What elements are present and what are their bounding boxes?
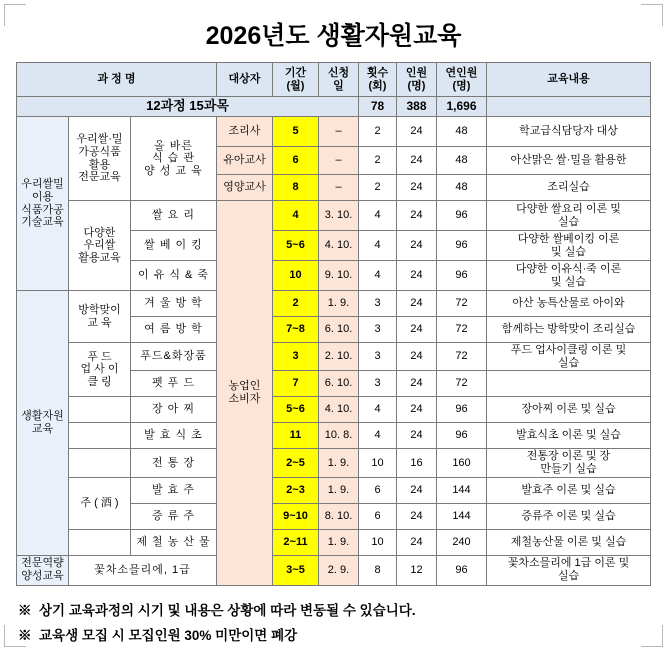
row-total-people: 96: [437, 261, 487, 291]
row-times: 4: [359, 423, 397, 449]
row-course: 펫 푸 드: [130, 371, 216, 397]
row-content: 제철농산물 이론 및 실습: [487, 529, 651, 555]
row-course: 증 류 주: [130, 503, 216, 529]
corner-mark-top-right: [641, 4, 663, 26]
summary-capacity: 388: [397, 97, 437, 117]
row-apply-day: –: [319, 147, 359, 175]
header-capacity: 인원 (명): [397, 63, 437, 97]
row-content: 함께하는 방학맞이 조리실습: [487, 317, 651, 343]
row-times: 2: [359, 147, 397, 175]
row-capacity: 24: [397, 175, 437, 201]
row-times: 6: [359, 503, 397, 529]
row-total-people: 96: [437, 555, 487, 585]
row-total-people: 160: [437, 449, 487, 477]
row-period: 2~5: [273, 449, 319, 477]
header-apply-day: 신청 일: [319, 63, 359, 97]
page-title: 2026년도 생활자원교육: [205, 22, 462, 50]
row-content: 아산맑은 쌀·밀을 활용한: [487, 147, 651, 175]
corner-mark-bottom-right: [641, 625, 663, 647]
row-course: 이 유 식 & 죽: [130, 261, 216, 291]
corner-mark-bottom-left: [4, 625, 26, 647]
row-times: 2: [359, 117, 397, 147]
row-apply-day: 9. 10.: [319, 261, 359, 291]
row-apply-day: 3. 10.: [319, 201, 359, 231]
row-content: 꽃차소믈리에 1급 이론 및 실습: [487, 555, 651, 585]
row-apply-day: 4. 10.: [319, 231, 359, 261]
row-capacity: 24: [397, 343, 437, 371]
row-subcategory: 다양한 우리쌀 활용교육: [68, 201, 130, 291]
row-times: 2: [359, 175, 397, 201]
row-period: 6: [273, 147, 319, 175]
row-total-people: 240: [437, 529, 487, 555]
table-row: [16, 291, 650, 317]
row-period: 8: [273, 175, 319, 201]
row-total-people: 72: [437, 317, 487, 343]
row-capacity: 12: [397, 555, 437, 585]
row-capacity: 24: [397, 317, 437, 343]
row-content: 다양한 쌀요리 이론 및 실습: [487, 201, 651, 231]
row-capacity: 24: [397, 477, 437, 503]
table-body: [16, 97, 650, 586]
row-period: 3: [273, 343, 319, 371]
row-capacity: 24: [397, 117, 437, 147]
summary-label: 12과정 15과목: [16, 97, 358, 117]
row-times: 4: [359, 397, 397, 423]
row-capacity: 24: [397, 261, 437, 291]
summary-row: [16, 97, 650, 117]
row-period: 7~8: [273, 317, 319, 343]
row-category: 우리쌀밀 이용 식품가공 기술교육: [16, 117, 68, 291]
row-course: 전 통 장: [130, 449, 216, 477]
row-content: 발효주 이론 및 실습: [487, 477, 651, 503]
row-content: 학교급식담당자 대상: [487, 117, 651, 147]
row-times: 4: [359, 201, 397, 231]
summary-total: 1,696: [437, 97, 487, 117]
row-target: 조리사: [217, 117, 273, 147]
row-total-people: 48: [437, 117, 487, 147]
row-capacity: 24: [397, 423, 437, 449]
row-period: 5~6: [273, 231, 319, 261]
table-row: [16, 201, 650, 231]
row-period: 5: [273, 117, 319, 147]
note-1: ※ 상기 교육과정의 시기 및 내용은 상황에 따라 변동될 수 있습니다.: [18, 602, 416, 618]
row-times: 3: [359, 343, 397, 371]
header-times: 횟수 (회): [359, 63, 397, 97]
row-period: 2~11: [273, 529, 319, 555]
row-subcategory: 방학맞이 교 육: [68, 291, 130, 343]
row-subcategory: 주 ( 酒 ): [68, 477, 130, 529]
row-content: 발효식초 이론 및 실습: [487, 423, 651, 449]
row-subcategory: 우리쌀·밀 가공식품 활용 전문교육: [68, 117, 130, 201]
row-total-people: 96: [437, 231, 487, 261]
table-row: [16, 397, 650, 423]
row-course: 발 효 식 초: [130, 423, 216, 449]
row-apply-day: 1. 9.: [319, 529, 359, 555]
row-total-people: 144: [437, 503, 487, 529]
header-course-name: 과 정 명: [16, 63, 216, 97]
table-header: [16, 63, 650, 97]
row-content: 푸드 업사이클링 이론 및 실습: [487, 343, 651, 371]
row-times: 4: [359, 231, 397, 261]
row-period: 7: [273, 371, 319, 397]
summary-times: 78: [359, 97, 397, 117]
row-total-people: 96: [437, 201, 487, 231]
row-total-people: 144: [437, 477, 487, 503]
row-times: 3: [359, 291, 397, 317]
row-content: 장아찌 이론 및 실습: [487, 397, 651, 423]
row-capacity: 24: [397, 231, 437, 261]
row-course: 올 바른 식 습 관 양 성 교 육: [130, 117, 216, 201]
row-apply-day: 4. 10.: [319, 397, 359, 423]
row-capacity: 24: [397, 529, 437, 555]
row-period: 4: [273, 201, 319, 231]
row-total-people: 48: [437, 175, 487, 201]
row-apply-day: 6. 10.: [319, 371, 359, 397]
row-period: 2: [273, 291, 319, 317]
row-course: 겨 울 방 학: [130, 291, 216, 317]
row-course: 장 아 찌: [130, 397, 216, 423]
row-subcategory: [68, 529, 130, 555]
row-capacity: 24: [397, 371, 437, 397]
row-content: 다양한 쌀베이킹 이론 및 실습: [487, 231, 651, 261]
summary-content-blank: [487, 97, 651, 117]
row-content: 증류주 이론 및 실습: [487, 503, 651, 529]
row-total-people: 72: [437, 343, 487, 371]
row-times: 10: [359, 529, 397, 555]
row-period: 10: [273, 261, 319, 291]
row-times: 8: [359, 555, 397, 585]
row-period: 2~3: [273, 477, 319, 503]
row-course: 쌀 요 리: [130, 201, 216, 231]
row-capacity: 16: [397, 449, 437, 477]
row-times: 6: [359, 477, 397, 503]
row-apply-day: 2. 9.: [319, 555, 359, 585]
row-course: 꽃차소믈리에, 1급: [68, 555, 216, 585]
row-total-people: 72: [437, 291, 487, 317]
row-total-people: 48: [437, 147, 487, 175]
row-category: 생활자원 교육: [16, 291, 68, 556]
row-content: 조리실습: [487, 175, 651, 201]
table-row: [16, 117, 650, 147]
table-row: [16, 477, 650, 503]
row-course: 제 철 농 산 물: [130, 529, 216, 555]
header-period: 기간 (월): [273, 63, 319, 97]
table-row: [16, 449, 650, 477]
table-row: [16, 555, 650, 585]
header-content: 교육내용: [487, 63, 651, 97]
row-course: 여 름 방 학: [130, 317, 216, 343]
schedule-table: [16, 62, 651, 586]
row-category: 전문역량 양성교육: [16, 555, 68, 585]
header-target: 대상자: [217, 63, 273, 97]
row-capacity: 24: [397, 147, 437, 175]
row-target: 유아교사: [217, 147, 273, 175]
row-times: 3: [359, 371, 397, 397]
note-2: ※ 교육생 모집 시 모집인원 30% 미만이면 폐강: [18, 628, 298, 644]
corner-mark-top-left: [4, 4, 26, 26]
header-total-people: 연인원 (명): [437, 63, 487, 97]
row-period: 5~6: [273, 397, 319, 423]
row-apply-day: 2. 10.: [319, 343, 359, 371]
row-capacity: 24: [397, 201, 437, 231]
row-total-people: 72: [437, 371, 487, 397]
row-course: 발 효 주: [130, 477, 216, 503]
row-capacity: 24: [397, 397, 437, 423]
row-subcategory: [68, 397, 130, 423]
table-row: [16, 343, 650, 371]
row-target: 영양교사: [217, 175, 273, 201]
row-times: 10: [359, 449, 397, 477]
row-content: 다양한 이유식·죽 이론 및 실습: [487, 261, 651, 291]
row-apply-day: 8. 10.: [319, 503, 359, 529]
row-times: 4: [359, 261, 397, 291]
row-subcategory: [68, 449, 130, 477]
row-subcategory: 푸 드 업 사 이 클 링: [68, 343, 130, 397]
row-apply-day: 10. 8.: [319, 423, 359, 449]
table-row: [16, 529, 650, 555]
row-content: [487, 371, 651, 397]
row-times: 3: [359, 317, 397, 343]
row-period: 3~5: [273, 555, 319, 585]
notes-section: [18, 598, 667, 649]
row-apply-day: 1. 9.: [319, 291, 359, 317]
row-subcategory: [68, 423, 130, 449]
row-capacity: 24: [397, 503, 437, 529]
row-apply-day: 1. 9.: [319, 449, 359, 477]
row-content: 전통장 이론 및 장 만들기 실습: [487, 449, 651, 477]
table-row: [16, 423, 650, 449]
row-period: 11: [273, 423, 319, 449]
row-target-merged: 농업인 소비자: [217, 201, 273, 586]
row-total-people: 96: [437, 423, 487, 449]
row-apply-day: 1. 9.: [319, 477, 359, 503]
row-period: 9~10: [273, 503, 319, 529]
row-course: 푸드&화장품: [130, 343, 216, 371]
row-apply-day: –: [319, 117, 359, 147]
row-apply-day: –: [319, 175, 359, 201]
row-course: 쌀 베 이 킹: [130, 231, 216, 261]
row-capacity: 24: [397, 291, 437, 317]
row-content: 아산 농특산물로 아이와: [487, 291, 651, 317]
row-total-people: 96: [437, 397, 487, 423]
row-apply-day: 6. 10.: [319, 317, 359, 343]
